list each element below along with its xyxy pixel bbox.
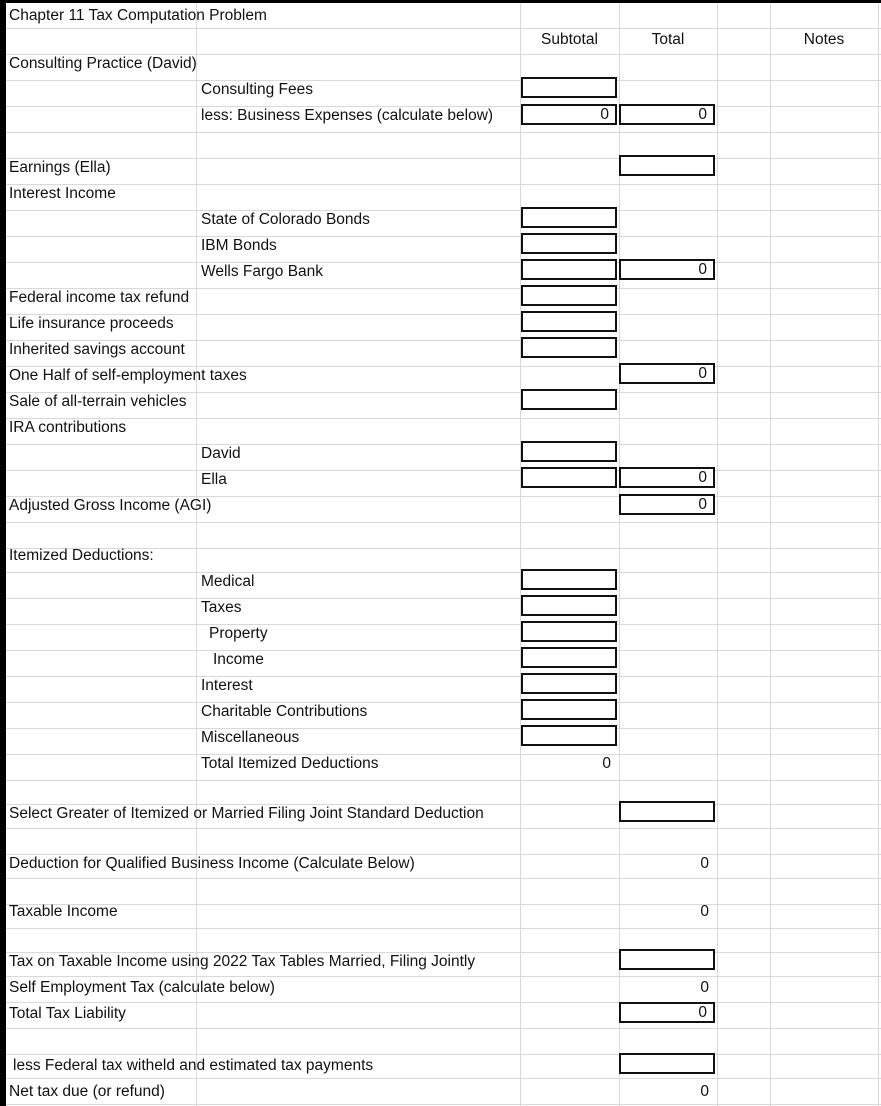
qbi-deduction-label: Deduction for Qualified Business Income (Calculate Below) [9,855,415,872]
ira-david-label: David [201,445,241,462]
earnings-ella-label: Earnings (Ella) [9,159,111,176]
agi-total-cell[interactable]: 0 [619,494,715,515]
half-se-tax-total-cell[interactable]: 0 [619,363,715,384]
interest-income-label: Interest Income [9,185,116,202]
taxable-income-total-cell[interactable]: 0 [700,903,709,920]
taxes-input[interactable] [521,595,617,616]
qbi-total-cell[interactable]: 0 [700,855,709,872]
standard-deduction-input[interactable] [619,801,715,822]
total-tax-liability-label: Total Tax Liability [9,1005,126,1022]
net-tax-due-cell[interactable]: 0 [700,1083,709,1100]
inherited-savings-input[interactable] [521,337,617,358]
se-tax-label: Self Employment Tax (calculate below) [9,979,275,996]
wells-fargo-input[interactable] [521,259,617,280]
sheet-title: Chapter 11 Tax Computation Problem [9,7,267,24]
business-expenses-label: less: Business Expenses (calculate below) [201,107,494,124]
consulting-fees-input[interactable] [521,77,617,98]
agi-label: Adjusted Gross Income (AGI) [9,497,212,514]
itemized-deductions-label: Itemized Deductions: [9,547,154,564]
consulting-practice-label: Consulting Practice (David) [9,55,197,72]
tax-refund-input[interactable] [521,285,617,306]
atv-sale-input[interactable] [521,389,617,410]
charitable-label: Charitable Contributions [201,703,368,720]
wells-fargo-label: Wells Fargo Bank [201,263,324,280]
ira-contributions-label: IRA contributions [9,419,127,436]
ira-total-cell[interactable]: 0 [619,467,715,488]
ibm-bonds-label: IBM Bonds [201,237,277,254]
ibm-bonds-input[interactable] [521,233,617,254]
withheld-label: less Federal tax witheld and estimated tax payments [13,1057,374,1074]
ira-ella-input[interactable] [521,467,617,488]
net-tax-due-label: Net tax due (or refund) [9,1083,165,1100]
tax-on-income-input[interactable] [619,949,715,970]
ira-ella-label: Ella [201,471,227,488]
subtotal-header: Subtotal [541,31,598,48]
consulting-fees-label: Consulting Fees [201,81,314,98]
interest-label: Interest [201,677,253,694]
colorado-bonds-input[interactable] [521,207,617,228]
earnings-ella-input[interactable] [619,155,715,176]
medical-input[interactable] [521,569,617,590]
medical-label: Medical [201,573,255,590]
select-greater-label: Select Greater of Itemized or Married Filing Joint Standard Deduction [9,805,484,822]
total-itemized-label: Total Itemized Deductions [201,755,379,772]
colorado-bonds-label: State of Colorado Bonds [201,211,370,228]
property-input[interactable] [521,621,617,642]
business-expenses-total-cell[interactable]: 0 [619,104,715,125]
interest-input[interactable] [521,673,617,694]
total-tax-liability-cell[interactable]: 0 [619,1002,715,1023]
miscellaneous-label: Miscellaneous [201,729,300,746]
atv-sale-label: Sale of all-terrain vehicles [9,393,187,410]
interest-total-cell[interactable]: 0 [619,259,715,280]
charitable-input[interactable] [521,699,617,720]
life-insurance-label: Life insurance proceeds [9,315,174,332]
tax-on-income-label: Tax on Taxable Income using 2022 Tax Tables Married, Filing Jointly [9,953,476,970]
taxable-income-label: Taxable Income [9,903,118,920]
se-tax-total-cell[interactable]: 0 [700,979,709,996]
taxes-label: Taxes [201,599,242,616]
life-insurance-input[interactable] [521,311,617,332]
income-input[interactable] [521,647,617,668]
inherited-savings-label: Inherited savings account [9,341,185,358]
income-label: Income [213,651,264,668]
withheld-input[interactable] [619,1053,715,1074]
ira-david-input[interactable] [521,441,617,462]
notes-header: Notes [803,31,845,48]
miscellaneous-input[interactable] [521,725,617,746]
total-itemized-subtotal-cell[interactable]: 0 [602,755,611,772]
tax-refund-label: Federal income tax refund [9,289,190,306]
property-label: Property [209,625,268,642]
business-expenses-subtotal-cell[interactable]: 0 [521,104,617,125]
total-header: Total [651,31,685,48]
half-se-tax-label: One Half of self-employment taxes [9,367,247,384]
